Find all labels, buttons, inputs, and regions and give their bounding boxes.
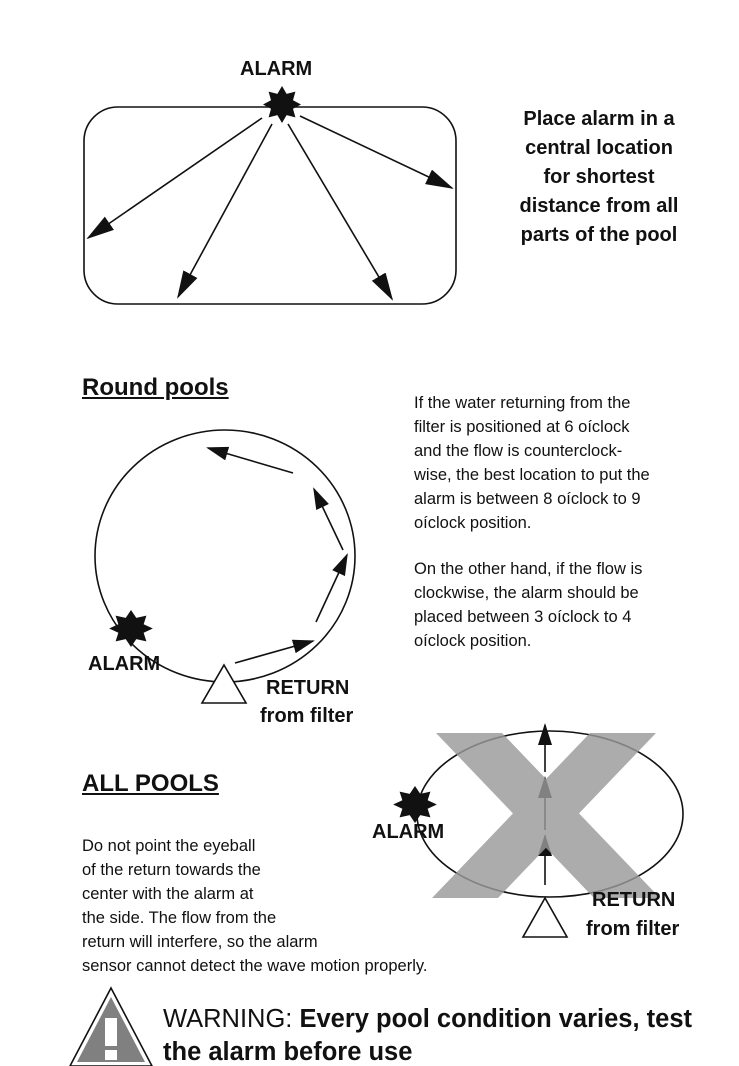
top-description-line: for shortest [543, 166, 655, 188]
round-pool-flow-arrows [208, 448, 347, 663]
all-pools-heading: ALL POOLS [82, 770, 219, 797]
warning-triangle-icon [70, 988, 152, 1066]
oval-pool-return-triangle-icon [523, 898, 567, 937]
paragraph-line: center with the alarm at [82, 885, 254, 903]
paragraph-line: of the return towards the [82, 861, 261, 879]
top-description-line: parts of the pool [520, 224, 678, 246]
round-pool-alarm-label: ALARM [88, 653, 161, 675]
round-pool-return-triangle-icon [202, 665, 246, 703]
oval-pool-return-label: RETURN [592, 889, 676, 911]
paragraph-line: return will interfere, so the alarm [82, 933, 318, 951]
flow-arrow-3 [314, 489, 343, 550]
round-pools-heading: Round pools [82, 374, 229, 401]
warning-text [163, 1003, 692, 1066]
cross-x-icon [432, 733, 660, 898]
top-description-line: central location [525, 137, 673, 159]
paragraph-line: On the other hand, if the flow is [414, 560, 643, 578]
round-pool-outline [95, 430, 355, 682]
warning-line-1 [163, 1003, 692, 1036]
paragraph-line: oíclock position. [414, 632, 532, 650]
arrow-to-bottom-left [178, 124, 272, 297]
round-pools-paragraph-1 [414, 391, 650, 535]
round-pool-alarm-star-icon [109, 610, 153, 647]
oval-pool-return-sublabel: from filter [586, 918, 680, 940]
paragraph-line: clockwise, the alarm should be [414, 584, 639, 602]
paragraph-line: the side. The flow from the [82, 909, 277, 927]
paragraph-line: alarm is between 8 oíclock to 9 [414, 490, 641, 508]
round-pool-return-sublabel: from filter [260, 705, 354, 727]
round-pool-return-label: RETURN [266, 677, 350, 699]
paragraph-line: and the flow is counterclock- [414, 442, 623, 460]
warning-message-part-1: Every pool condition varies, test [299, 1005, 692, 1033]
paragraph-line: sensor cannot detect the wave motion properly. [82, 957, 428, 975]
paragraph-line: oíclock position. [414, 514, 532, 532]
paragraph-line: wise, the best location to put the [414, 466, 650, 484]
oval-pool-alarm-label: ALARM [372, 821, 445, 843]
warning-line-2 [163, 1036, 692, 1066]
oval-pool-alarm-star-icon [393, 786, 437, 823]
warning-prefix: WARNING: [163, 1005, 300, 1033]
arrow-to-left [88, 118, 262, 238]
paragraph-line: filter is positioned at 6 oíclock [414, 418, 630, 436]
arrow-to-right [300, 116, 452, 188]
arrow-to-bottom-right [288, 124, 392, 299]
round-pools-paragraph-2 [414, 557, 642, 653]
top-alarm-arrows [88, 116, 452, 299]
warning-message-part-2: the alarm before use [163, 1038, 413, 1066]
top-description-line: distance from all [519, 195, 679, 217]
all-pools-paragraph [82, 834, 427, 978]
flow-arrow-1 [235, 641, 313, 663]
top-description-line: Place alarm in a [523, 108, 675, 130]
top-alarm-star-icon [263, 86, 301, 123]
top-alarm-label: ALARM [240, 58, 313, 80]
paragraph-line: If the water returning from the [414, 394, 631, 412]
top-description [486, 105, 712, 250]
flow-arrow-4 [208, 448, 293, 473]
paragraph-line: placed between 3 oíclock to 4 [414, 608, 632, 626]
rectangular-pool-outline [84, 107, 456, 304]
paragraph-line: Do not point the eyeball [82, 837, 256, 855]
